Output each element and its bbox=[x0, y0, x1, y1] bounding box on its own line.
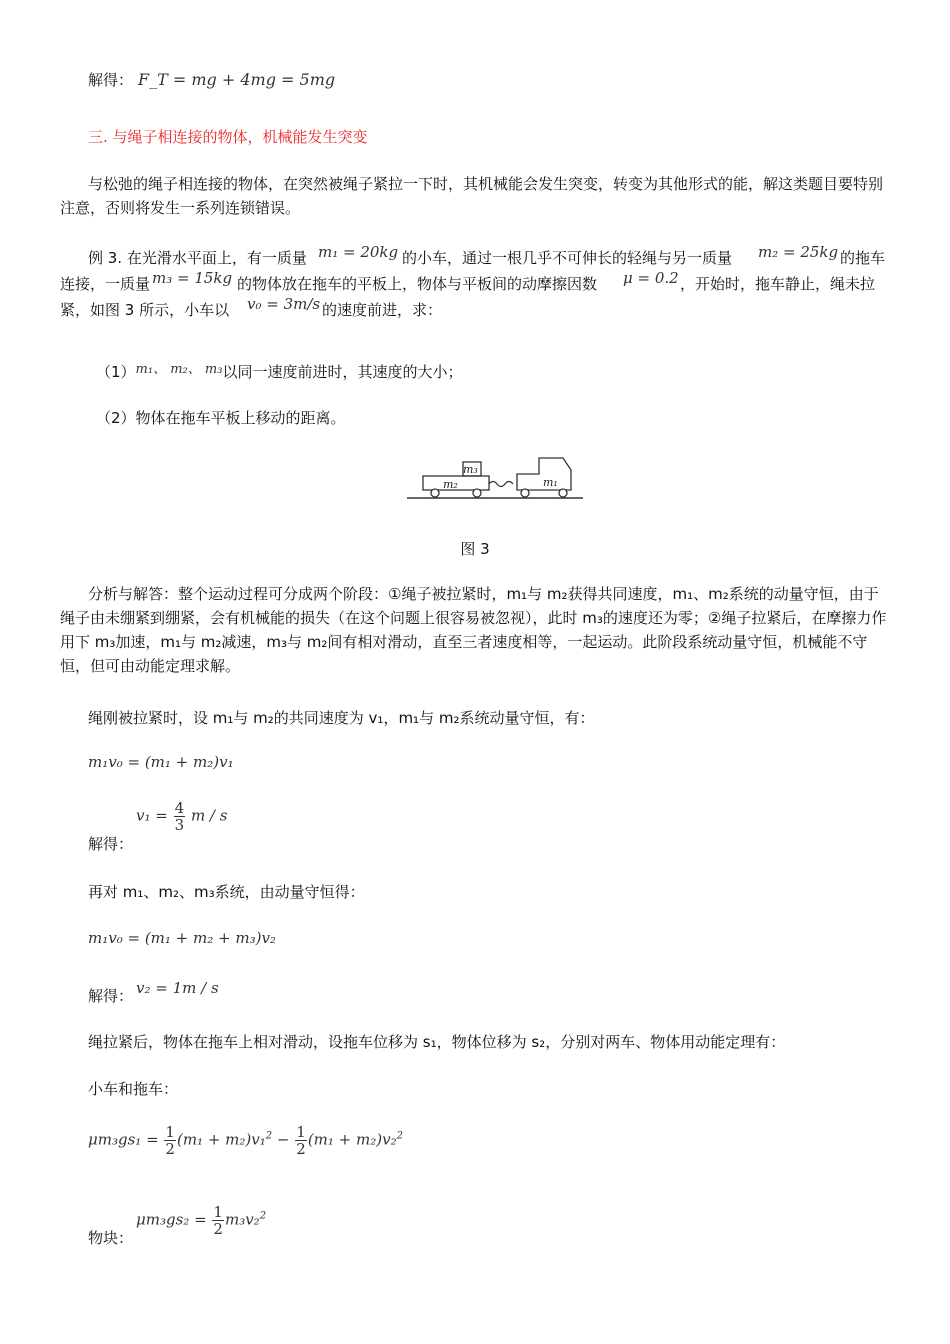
formula-tension: F_T = mg + 4mg = 5mg bbox=[138, 70, 336, 89]
fraction-denominator: 3 bbox=[174, 816, 185, 834]
example-text-6: ，开始时，拖车静止，绳未拉 bbox=[680, 275, 876, 293]
example-text-4: 连接，一质量 bbox=[60, 275, 151, 293]
equation-3-lhs: μm₃gs₁ = bbox=[88, 1130, 159, 1149]
example-text-2: 的小车，通过一根几乎不可伸长的轻绳与另一质量 bbox=[402, 249, 733, 267]
section-heading: 三. 与绳子相连接的物体，机械能发生突变 bbox=[88, 128, 368, 146]
fraction-half-2 bbox=[295, 1124, 307, 1157]
example-text-5: 的物体放在拖车的平板上，物体与平板间的动摩擦因数 bbox=[237, 275, 598, 293]
figure-caption: 图 3 bbox=[460, 540, 490, 558]
example-text-8: 的速度前进，求： bbox=[322, 301, 443, 319]
question-2: （2）物体在拖车平板上移动的距离。 bbox=[96, 409, 346, 427]
label-block: 物块： bbox=[88, 1229, 134, 1247]
formula-m2: m₂ = 25kg bbox=[758, 243, 839, 261]
equation-4-lhs: μm₃gs₂ = bbox=[136, 1210, 207, 1229]
solution-label: 解得： bbox=[88, 71, 134, 89]
solution-1-lhs: v₁ = bbox=[136, 806, 168, 825]
solution-2-label: 解得： bbox=[88, 987, 134, 1005]
fraction-4-3 bbox=[174, 800, 186, 833]
label-cars: 小车和拖车： bbox=[88, 1080, 179, 1098]
equation-3 bbox=[88, 1124, 888, 1157]
question-1-prefix: （1） bbox=[96, 363, 136, 381]
question-1-vars: m₁、 m₂、 m₃ bbox=[135, 362, 223, 377]
fraction-half-3 bbox=[212, 1204, 224, 1237]
question-1 bbox=[96, 360, 896, 386]
half-2-num: 1 bbox=[296, 1123, 306, 1141]
half-2-den: 2 bbox=[296, 1140, 306, 1158]
equation-3-term-1: (m₁ + m₂)v₁ bbox=[176, 1130, 266, 1149]
car-wheel-left bbox=[521, 489, 529, 497]
step-2-text: 再对 m₁、m₂、m₃系统，由动量守恒得： bbox=[88, 883, 365, 901]
square-1: 2 bbox=[265, 1130, 273, 1142]
step-1-text: 绳刚被拉紧时，设 m₁与 m₂的共同速度为 v₁，m₁与 m₂系统动量守恒，有： bbox=[88, 709, 595, 727]
equation-3-term-2: (m₁ + m₂)v₂ bbox=[307, 1130, 397, 1149]
example-text-1: 例 3. 在光滑水平面上，有一质量 bbox=[88, 249, 307, 267]
analysis-paragraph: 分析与解答：整个运动过程可分成两个阶段：①绳子被拉紧时，m₁与 m₂获得共同速度，m₁、m₂系统的动量守恒，由于绳子由未绷紧到绷紧，会有机械能的损失（在这个问题上很容易被忽视），此时 m₃的速度还为零；②绳子拉紧后，在摩擦力作用下 m₃加速，m₁与 m₂减速，m₃与 m₂间有相对滑动，直至三者速度相等，一起运动。此阶段系统动量守恒，机械能不守恒，但可由动能定理求解。 bbox=[60, 585, 887, 675]
equation-4 bbox=[136, 1204, 936, 1237]
car-wheel-right bbox=[559, 489, 567, 497]
label-m3: m₃ bbox=[463, 463, 478, 476]
solution-1-unit: m / s bbox=[190, 806, 228, 825]
step-3-text: 绳拉紧后，物体在拖车上相对滑动，设拖车位移为 s₁，物体位移为 s₂，分别对两车、物体用动能定理有： bbox=[88, 1033, 786, 1051]
equation-2: m₁v₀ = (m₁ + m₂ + m₃)v₂ bbox=[88, 929, 276, 947]
intro-paragraph: 与松弛的绳子相连接的物体，在突然被绳子紧拉一下时，其机械能会发生突变，转变为其他形式的能，解这类题目要特别注意，否则将发生一系列连锁错误。 bbox=[60, 175, 884, 217]
half-1-num: 1 bbox=[165, 1123, 175, 1141]
half-1-den: 2 bbox=[165, 1140, 175, 1158]
formula-v0: v₀ = 3m/s bbox=[247, 295, 321, 313]
label-m2: m₂ bbox=[443, 478, 458, 491]
solution-1-formula bbox=[136, 800, 936, 833]
example-text-3: 的拖车 bbox=[840, 249, 886, 267]
fraction-half-1 bbox=[164, 1124, 176, 1157]
formula-m1: m₁ = 20kg bbox=[318, 243, 399, 261]
rope bbox=[489, 482, 513, 487]
minus-sign: − bbox=[276, 1130, 290, 1149]
formula-mu: μ = 0.2 bbox=[623, 269, 679, 287]
example-paragraph bbox=[60, 243, 890, 324]
figure-3-diagram bbox=[405, 450, 585, 508]
label-m1: m₁ bbox=[543, 476, 558, 489]
solution-2-formula: v₂ = 1m / s bbox=[136, 979, 219, 997]
solution-1-label: 解得： bbox=[88, 835, 134, 853]
equation-1: m₁v₀ = (m₁ + m₂)v₁ bbox=[88, 753, 234, 771]
formula-m3: m₃ = 15kg bbox=[152, 269, 233, 287]
fraction-numerator: 4 bbox=[174, 799, 185, 817]
half-3-num: 1 bbox=[213, 1203, 223, 1221]
square-3: 2 bbox=[259, 1210, 267, 1222]
example-text-7: 紧，如图 3 所示，小车以 bbox=[60, 301, 230, 319]
question-1-text: 以同一速度前进时，其速度的大小； bbox=[222, 363, 463, 381]
equation-4-rhs: m₃v₂ bbox=[224, 1210, 260, 1229]
square-2: 2 bbox=[396, 1130, 403, 1142]
half-3-den: 2 bbox=[213, 1220, 223, 1238]
trailer-wheel-right bbox=[473, 489, 481, 497]
trailer-wheel-left bbox=[431, 489, 439, 497]
